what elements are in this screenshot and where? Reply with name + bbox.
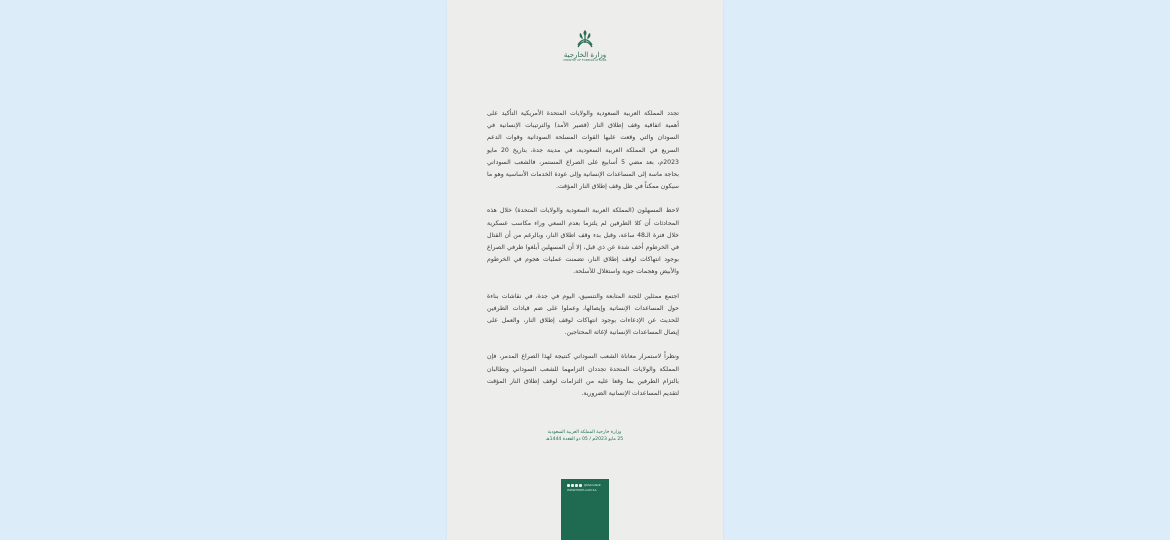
signature-block	[507, 430, 662, 443]
youtube-icon	[575, 484, 578, 487]
ministry-name-arabic: وزارة الخارجية	[563, 51, 607, 59]
footer-panel	[561, 479, 609, 540]
signature-line: وزارة خارجية المملكة العربية السعودية	[547, 430, 622, 435]
paragraph-2: لاحظ المسهلون (المملكة العربية السعودية والولايات المتحدة) خلال هذه المحادثات أن كلا الطرفين لم يلتزما بعدم السعي وراء مكاسب عسكرية خلال فترة الـ48 ساعة، وقبل بدء وقف اطلاق النار، وبالرغم من أن القتال في الخرطوم أخف شدة عن ذي قبل، إلا أن المسهلين أبلغوا طرفي الصراع بوجود انتهاكات لوقف إطلاق النار، تضمنت عمليات هجوم في الخرطوم والأبيض وهجمات جوية واستغلال للأسلحة.	[487, 207, 679, 276]
paragraph-3: اجتمع ممثلين للجنة المتابعة والتنسيق، اليوم في جدة، في نقاشات بناءة حول المساعدات الإنسانية وإيصالها، وعملوا على ضم قيادات الطرفين للحديث عن الإدعاءات بوجود انتهاكات لوقف إطلاق النار، والعمل على إيصال المساعدات الإنسانية لإغاثة المحتاجين.	[487, 292, 679, 337]
ministry-header	[447, 28, 723, 62]
social-handle: @KSAmofaAR	[584, 484, 601, 487]
paragraph-1: تجدد المملكة العربية السعودية والولايات المتحدة الأمريكية التأكيد على أهمية اتفاقية وقف إطلاق النار (قصير الأمد) والترتيبات الإنسانية في السودان والتي وقعت عليها القوات المسلحة السودانية وقوات الدعم السريع في المملكة العربية السعودية، في مدينة جدة، بتاريخ 20 مايو 2023م، بعد مضي 5 أسابيع على الصراع المستمر، فالشعب السوداني بحاجة ماسة إلى المساعدات الإنسانية وإلى عودة الخدمات الأساسية وهو ما سيكون ممكناً في ظل وقف إطلاق النار المؤقت.	[487, 110, 679, 191]
website-url: WWW.MOFA.GOV.SA	[567, 488, 597, 492]
snapchat-icon	[579, 484, 582, 487]
instagram-icon	[571, 484, 574, 487]
statement-document	[447, 0, 723, 540]
statement-body	[487, 108, 679, 412]
ministry-name-english: MINISTRY OF FOREIGN AFFAIRS	[563, 59, 607, 62]
social-icons	[567, 484, 601, 487]
x-icon	[567, 484, 570, 487]
date-line: 25 مايو 2023م / 05 ذو القعدة 1444هـ	[545, 436, 624, 442]
saudi-emblem-icon	[574, 28, 596, 50]
paragraph-4: ونظراً لاستمرار معاناة الشعب السوداني كنتيجة لهذا الصراع المدمر، فإن المملكة والولايات المتحدة تجددان التزامهما للشعب السوداني وتطالبان بالتزام الطرفين بما وقعا عليه من التزامات لوقف إطلاق النار المؤقت لتقديم المساعدات الإنسانية الضرورية.	[487, 353, 679, 398]
